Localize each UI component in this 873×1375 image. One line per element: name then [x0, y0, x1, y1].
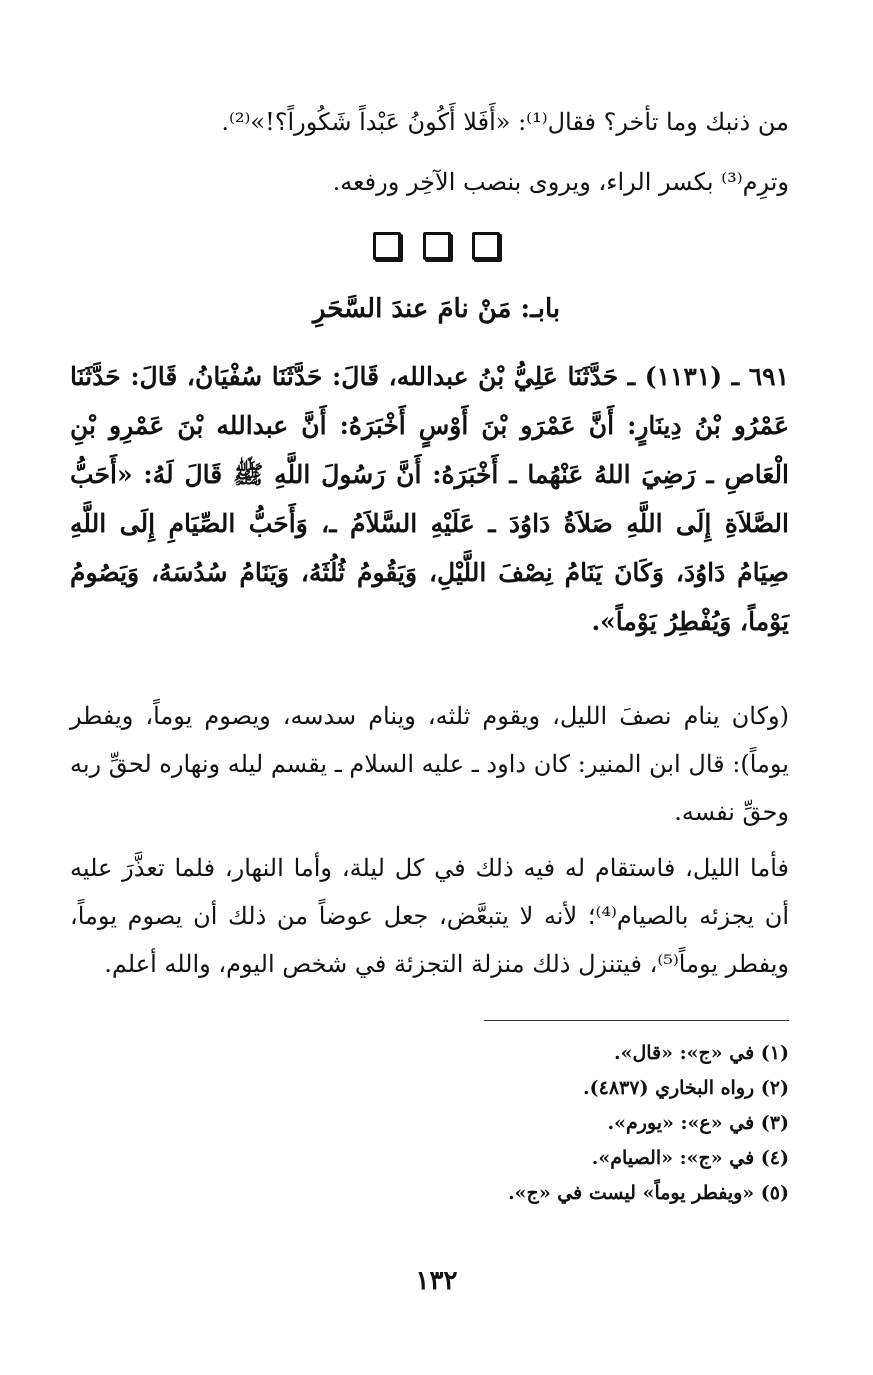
chapter-heading: بابـ: مَنْ نامَ عندَ السَّحَرِ — [312, 294, 561, 324]
commentary-1 — [70, 692, 789, 836]
footnote-item: (٤) في «ج»: «الصيام». — [591, 1147, 789, 1169]
commentary-2 — [70, 844, 789, 988]
footnote-separator — [484, 1020, 789, 1021]
divider-square-icon — [423, 232, 451, 260]
hadith-paragraph: ٦٩١ ـ (١١٣١) ـ حَدَّثَنَا عَلِيُّ بْنُ عبدالله، قَالَ: حَدَّثَنَا سُفْيَانُ، قَالَ: حَدَّثَنَا عَمْرُو بْنُ دِينَارٍ: أَنَّ عَمْرَو بْنَ أَوْسٍ أَخْبَرَهُ: أَنَّ عبدالله بْنَ عَمْرِو بْنِ الْعَاصِ ـ رَضِيَ اللهُ عَنْهُما ـ أَخْبَرَهُ: أَنَّ رَسُولَ اللَّهِ ﷺ قَالَ لَهُ: «أَحَبُّ الصَّلاَةِ إِلَى اللَّهِ صَلاَةُ دَاوُدَ ـ عَلَيْهِ السَّلاَمُ ـ، وَأَحَبُّ الصِّيَامِ إِلَى اللَّهِ صِيَامُ دَاوُدَ، وَكَانَ يَنَامُ نِصْفَ اللَّيْلِ، وَيَقُومُ ثُلُثَهُ، وَيَنَامُ سُدُسَهُ، وَيَصُومُ يَوْماً، وَيُفْطِرُ يَوْماً». — [70, 362, 790, 636]
divider-square-icon — [373, 232, 401, 260]
commentary-paragraph-2: فأما الليل، فاستقام له فيه ذلك في كل ليلة، وأما النهار، فلما تعذَّرَ عليه أن يجزئه بالصيام⁽⁴⁾؛ لأنه لا يتبعَّض، جعل عوضاً من ذلك أن يصوم يوماً، ويفطر يوماً⁽⁵⁾، فيتنزل ذلك منزلة التجزئة في شخص اليوم، والله أعلم. — [70, 854, 790, 978]
section-divider — [0, 232, 873, 264]
footnote-item: (٢) رواه البخاري (٤٨٣٧). — [583, 1077, 789, 1099]
footnote-item: (١) في «ج»: «قال». — [613, 1042, 789, 1064]
intro-text — [70, 92, 789, 212]
intro-line-2: وترِم⁽³⁾ بكسر الراء، ويروى بنصب الآخِر ورفعه. — [332, 168, 789, 196]
footnote-item: (٣) في «ع»: «يورم». — [607, 1112, 789, 1134]
commentary-paragraph-1: (وكان ينام نصفَ الليل، ويقوم ثلثه، وينام سدسه، ويصوم يوماً، ويفطر يوماً): قال ابن المنير: كان داود ـ عليه السلام ـ يقسم ليله ونهاره لحقِّ ربه وحقِّ نفسه. — [70, 702, 789, 826]
divider-square-icon — [472, 232, 500, 260]
footnote-item: (٥) «ويفطر يوماً» ليست في «ج». — [508, 1182, 789, 1204]
hadith-text — [70, 352, 789, 646]
intro-line-1: من ذنبك وما تأخر؟ فقال⁽¹⁾: «أَفَلا أَكُونُ عَبْداً شَكُوراً؟!»⁽²⁾. — [221, 108, 789, 136]
page-number: ١٣٢ — [415, 1266, 458, 1296]
footnotes — [369, 1036, 789, 1211]
